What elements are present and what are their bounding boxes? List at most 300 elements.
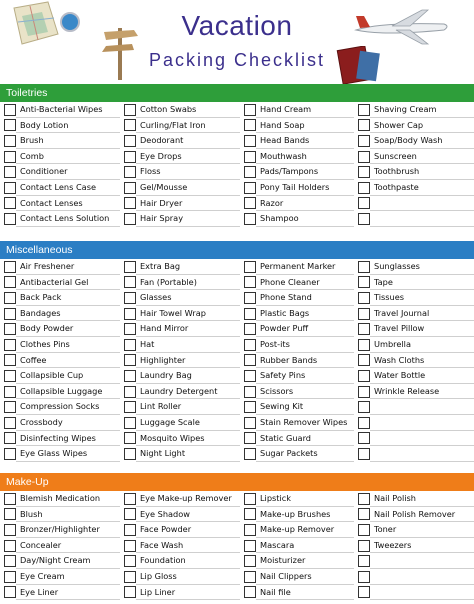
checklist-row bbox=[0, 353, 120, 369]
checklist-row bbox=[0, 164, 120, 180]
checklist-item-label: Hand Soap bbox=[256, 118, 354, 134]
checkbox[interactable] bbox=[4, 261, 16, 273]
checklist-column bbox=[0, 102, 120, 227]
checklist-row bbox=[120, 399, 240, 415]
checklist-item-label: Face Wash bbox=[136, 538, 240, 554]
checkbox[interactable] bbox=[244, 166, 256, 178]
checkbox[interactable] bbox=[244, 432, 256, 444]
checkbox[interactable] bbox=[124, 401, 136, 413]
checklist-item-label: Travel Pillow bbox=[370, 321, 474, 337]
checkbox[interactable] bbox=[4, 135, 16, 147]
section-makeup bbox=[0, 473, 474, 600]
checklist-item-label bbox=[370, 196, 474, 212]
checklist-row bbox=[0, 446, 120, 462]
checklist-item-label: Water Bottle bbox=[370, 368, 474, 384]
checkbox[interactable] bbox=[124, 508, 136, 520]
checklist-row bbox=[240, 446, 354, 462]
checklist-item-label: Sunscreen bbox=[370, 149, 474, 165]
checklist-item-label: Scissors bbox=[256, 384, 354, 400]
checklist-row bbox=[354, 306, 474, 322]
airplane-illustration bbox=[352, 8, 452, 48]
checklist-item-label: Head Bands bbox=[256, 133, 354, 149]
checklist-item-label: Tape bbox=[370, 275, 474, 291]
checkbox[interactable] bbox=[358, 586, 370, 598]
checklist-item-label: Pony Tail Holders bbox=[256, 180, 354, 196]
checklist-row bbox=[120, 337, 240, 353]
checkbox[interactable] bbox=[358, 571, 370, 583]
checklist-row bbox=[120, 446, 240, 462]
checklist-row bbox=[354, 415, 474, 431]
checklist-row bbox=[0, 211, 120, 227]
checkbox[interactable] bbox=[358, 354, 370, 366]
checkbox[interactable] bbox=[358, 292, 370, 304]
checklist-row bbox=[120, 585, 240, 601]
checklist-item-label: Eye Shadow bbox=[136, 507, 240, 523]
checklist-row bbox=[240, 538, 354, 554]
checkbox[interactable] bbox=[4, 401, 16, 413]
checkbox[interactable] bbox=[4, 417, 16, 429]
checkbox[interactable] bbox=[358, 370, 370, 382]
checklist-row bbox=[354, 538, 474, 554]
checklist-row bbox=[120, 290, 240, 306]
checklist-item-label: Back Pack bbox=[16, 290, 120, 306]
checklist-row bbox=[354, 384, 474, 400]
checklist-item-label bbox=[370, 431, 474, 447]
checkbox[interactable] bbox=[4, 197, 16, 209]
checklist-item-label: Clothes Pins bbox=[16, 337, 120, 353]
checkbox[interactable] bbox=[124, 104, 136, 116]
checkbox[interactable] bbox=[4, 448, 16, 460]
checkbox[interactable] bbox=[358, 524, 370, 536]
checklist-item-label: Cotton Swabs bbox=[136, 102, 240, 118]
checkbox[interactable] bbox=[358, 386, 370, 398]
checkbox[interactable] bbox=[124, 197, 136, 209]
checklist-row bbox=[354, 337, 474, 353]
checkbox[interactable] bbox=[124, 448, 136, 460]
checklist-item-label: Eye Drops bbox=[136, 149, 240, 165]
checklist-row bbox=[240, 399, 354, 415]
checklist-row bbox=[120, 196, 240, 212]
checkbox[interactable] bbox=[4, 119, 16, 131]
checklist-row bbox=[0, 368, 120, 384]
checklist-item-label: Antibacterial Gel bbox=[16, 275, 120, 291]
checklist-item-label: Lip Liner bbox=[136, 585, 240, 601]
checkbox[interactable] bbox=[124, 370, 136, 382]
checkbox[interactable] bbox=[4, 540, 16, 552]
checklist-item-label: Toothbrush bbox=[370, 164, 474, 180]
checklist-item-label: Umbrella bbox=[370, 337, 474, 353]
checkbox[interactable] bbox=[4, 524, 16, 536]
checklist-row bbox=[120, 211, 240, 227]
checklist-row bbox=[354, 164, 474, 180]
checklist-row bbox=[0, 306, 120, 322]
miscellaneous-grid bbox=[0, 259, 474, 462]
checkbox[interactable] bbox=[4, 292, 16, 304]
checkbox[interactable] bbox=[244, 197, 256, 209]
checklist-row bbox=[0, 553, 120, 569]
checklist-row bbox=[120, 180, 240, 196]
checkbox[interactable] bbox=[124, 135, 136, 147]
checklist-item-label: Post-its bbox=[256, 337, 354, 353]
checklist-row bbox=[120, 306, 240, 322]
checklist-item-label: Mouthwash bbox=[256, 149, 354, 165]
checkbox[interactable] bbox=[4, 151, 16, 163]
checkbox[interactable] bbox=[244, 276, 256, 288]
checklist-row bbox=[0, 133, 120, 149]
checkbox[interactable] bbox=[244, 508, 256, 520]
checklist-column bbox=[120, 102, 240, 227]
checklist-item-label: Wash Cloths bbox=[370, 353, 474, 369]
checklist-row bbox=[0, 585, 120, 601]
checklist-item-label: Foundation bbox=[136, 553, 240, 569]
checkbox[interactable] bbox=[244, 182, 256, 194]
checkbox[interactable] bbox=[4, 555, 16, 567]
checkbox[interactable] bbox=[124, 261, 136, 273]
checklist-row bbox=[240, 321, 354, 337]
checkbox[interactable] bbox=[358, 493, 370, 505]
checklist-item-label: Shampoo bbox=[256, 211, 354, 227]
checklist-item-label: Plastic Bags bbox=[256, 306, 354, 322]
checkbox[interactable] bbox=[4, 308, 16, 320]
checklist-column bbox=[240, 491, 354, 600]
checklist-item-label: Brush bbox=[16, 133, 120, 149]
checkbox[interactable] bbox=[244, 308, 256, 320]
checklist-row bbox=[0, 415, 120, 431]
checkbox[interactable] bbox=[244, 261, 256, 273]
checklist-row bbox=[354, 569, 474, 585]
checkbox[interactable] bbox=[4, 213, 16, 225]
passport-illustration bbox=[336, 46, 384, 86]
section-header-makeup: Make-Up bbox=[0, 473, 474, 491]
checklist-row bbox=[354, 321, 474, 337]
checklist-item-label: Disinfecting Wipes bbox=[16, 431, 120, 447]
checklist-row bbox=[120, 102, 240, 118]
checkbox[interactable] bbox=[124, 540, 136, 552]
checkbox[interactable] bbox=[244, 493, 256, 505]
checklist-row bbox=[0, 149, 120, 165]
checklist-row bbox=[240, 585, 354, 601]
checkbox[interactable] bbox=[358, 555, 370, 567]
checkbox[interactable] bbox=[124, 417, 136, 429]
checkbox[interactable] bbox=[4, 586, 16, 598]
checklist-item-label: Eye Cream bbox=[16, 569, 120, 585]
checklist-item-label: Bandages bbox=[16, 306, 120, 322]
checkbox[interactable] bbox=[124, 586, 136, 598]
checklist-item-label: Anti-Bacterial Wipes bbox=[16, 102, 120, 118]
checkbox[interactable] bbox=[124, 571, 136, 583]
checkbox[interactable] bbox=[4, 571, 16, 583]
checkbox[interactable] bbox=[244, 339, 256, 351]
checkbox[interactable] bbox=[124, 308, 136, 320]
checklist-item-label: Static Guard bbox=[256, 431, 354, 447]
checklist-row bbox=[240, 353, 354, 369]
checkbox[interactable] bbox=[124, 292, 136, 304]
checkbox[interactable] bbox=[358, 197, 370, 209]
checklist-item-label: Day/Night Cream bbox=[16, 553, 120, 569]
checklist-row bbox=[240, 415, 354, 431]
checklist-row bbox=[0, 491, 120, 507]
checklist-row bbox=[0, 431, 120, 447]
checklist-item-label: Hand Cream bbox=[256, 102, 354, 118]
checklist-row bbox=[240, 368, 354, 384]
checkbox[interactable] bbox=[4, 182, 16, 194]
checklist-row bbox=[0, 118, 120, 134]
checklist-item-label: Laundry Detergent bbox=[136, 384, 240, 400]
checkbox[interactable] bbox=[4, 432, 16, 444]
checklist-item-label bbox=[370, 553, 474, 569]
checklist-row bbox=[120, 118, 240, 134]
checklist-row bbox=[120, 133, 240, 149]
checklist-item-label: Make-up Remover bbox=[256, 522, 354, 538]
checklist-item-label: Eye Make-up Remover bbox=[136, 491, 240, 507]
checkbox[interactable] bbox=[358, 308, 370, 320]
page-title: Vacation bbox=[181, 10, 293, 41]
checklist-row bbox=[120, 491, 240, 507]
checkbox[interactable] bbox=[124, 151, 136, 163]
checklist-item-label: Body Lotion bbox=[16, 118, 120, 134]
checklist-row bbox=[240, 133, 354, 149]
checkbox[interactable] bbox=[4, 339, 16, 351]
checklist-row bbox=[354, 149, 474, 165]
checkbox[interactable] bbox=[244, 417, 256, 429]
checklist-row bbox=[240, 211, 354, 227]
checklist-row bbox=[354, 275, 474, 291]
checkbox[interactable] bbox=[244, 524, 256, 536]
section-miscellaneous bbox=[0, 241, 474, 462]
checkbox[interactable] bbox=[358, 540, 370, 552]
checkbox[interactable] bbox=[4, 166, 16, 178]
checkbox[interactable] bbox=[358, 261, 370, 273]
checklist-row bbox=[120, 164, 240, 180]
checkbox[interactable] bbox=[124, 555, 136, 567]
checkbox[interactable] bbox=[244, 370, 256, 382]
checklist-item-label: Collapsible Luggage bbox=[16, 384, 120, 400]
checkbox[interactable] bbox=[358, 151, 370, 163]
checklist-row bbox=[354, 211, 474, 227]
checklist-item-label: Lip Gloss bbox=[136, 569, 240, 585]
checklist-item-label: Mosquito Wipes bbox=[136, 431, 240, 447]
checklist-row bbox=[354, 102, 474, 118]
checklist-item-label: Luggage Scale bbox=[136, 415, 240, 431]
checklist-row bbox=[120, 149, 240, 165]
checklist-row bbox=[120, 569, 240, 585]
checkbox[interactable] bbox=[4, 508, 16, 520]
checkbox[interactable] bbox=[244, 323, 256, 335]
checkbox[interactable] bbox=[244, 119, 256, 131]
checklist-item-label: Contact Lens Case bbox=[16, 180, 120, 196]
checklist-item-label: Collapsible Cup bbox=[16, 368, 120, 384]
checkbox[interactable] bbox=[244, 104, 256, 116]
checklist-row bbox=[240, 164, 354, 180]
checklist-item-label: Blush bbox=[16, 507, 120, 523]
checkbox[interactable] bbox=[358, 401, 370, 413]
checklist-item-label: Hand Mirror bbox=[136, 321, 240, 337]
checklist-row bbox=[354, 259, 474, 275]
checklist-row bbox=[0, 290, 120, 306]
checklist-row bbox=[120, 522, 240, 538]
checklist-item-label: Shaving Cream bbox=[370, 102, 474, 118]
checkbox[interactable] bbox=[244, 401, 256, 413]
checklist-row bbox=[354, 353, 474, 369]
checklist-item-label: Compression Socks bbox=[16, 399, 120, 415]
checklist-item-label: Laundry Bag bbox=[136, 368, 240, 384]
checkbox[interactable] bbox=[358, 213, 370, 225]
checklist-item-label: Hair Dryer bbox=[136, 196, 240, 212]
checklist-item-label: Nail file bbox=[256, 585, 354, 601]
page-subtitle: Packing Checklist bbox=[148, 50, 326, 70]
checkbox[interactable] bbox=[244, 555, 256, 567]
checklist-item-label bbox=[370, 211, 474, 227]
checkbox[interactable] bbox=[124, 119, 136, 131]
checklist-item-label: Night Light bbox=[136, 446, 240, 462]
checkbox[interactable] bbox=[124, 354, 136, 366]
checkbox[interactable] bbox=[244, 386, 256, 398]
checklist-item-label: Nail Polish Remover bbox=[370, 507, 474, 523]
checklist-row bbox=[120, 275, 240, 291]
checklist-row bbox=[120, 384, 240, 400]
checkbox[interactable] bbox=[124, 432, 136, 444]
checkbox[interactable] bbox=[124, 323, 136, 335]
checklist-item-label: Gel/Mousse bbox=[136, 180, 240, 196]
checklist-column bbox=[354, 491, 474, 600]
checklist-item-label: Fan (Portable) bbox=[136, 275, 240, 291]
checklist-row bbox=[240, 522, 354, 538]
checklist-row bbox=[0, 399, 120, 415]
checklist-row bbox=[354, 431, 474, 447]
checkbox[interactable] bbox=[244, 292, 256, 304]
checklist-column bbox=[354, 259, 474, 462]
checklist-row bbox=[354, 368, 474, 384]
checklist-item-label: Hair Spray bbox=[136, 211, 240, 227]
checklist-row bbox=[0, 275, 120, 291]
checkbox[interactable] bbox=[358, 276, 370, 288]
checkbox[interactable] bbox=[358, 339, 370, 351]
checkbox[interactable] bbox=[358, 182, 370, 194]
checklist-row bbox=[354, 290, 474, 306]
checklist-item-label: Comb bbox=[16, 149, 120, 165]
checklist-item-label: Sugar Packets bbox=[256, 446, 354, 462]
checkbox[interactable] bbox=[4, 323, 16, 335]
checklist-row bbox=[240, 290, 354, 306]
checkbox[interactable] bbox=[244, 151, 256, 163]
checklist-item-label: Rubber Bands bbox=[256, 353, 354, 369]
checklist-item-label: Lipstick bbox=[256, 491, 354, 507]
checkbox[interactable] bbox=[358, 135, 370, 147]
checkbox[interactable] bbox=[124, 493, 136, 505]
checklist-item-label: Eye Glass Wipes bbox=[16, 446, 120, 462]
checklist-row bbox=[240, 384, 354, 400]
checklist-row bbox=[0, 337, 120, 353]
checklist-item-label: Curling/Flat Iron bbox=[136, 118, 240, 134]
checklist-row bbox=[120, 431, 240, 447]
checklist-row bbox=[240, 196, 354, 212]
checklist-item-label: Shower Cap bbox=[370, 118, 474, 134]
checklist-item-label: Highlighter bbox=[136, 353, 240, 369]
checkbox[interactable] bbox=[244, 213, 256, 225]
checklist-row bbox=[354, 491, 474, 507]
checkbox[interactable] bbox=[4, 104, 16, 116]
checkbox[interactable] bbox=[4, 354, 16, 366]
checkbox[interactable] bbox=[4, 493, 16, 505]
checklist-item-label: Phone Stand bbox=[256, 290, 354, 306]
checklist-row bbox=[120, 321, 240, 337]
checklist-row bbox=[0, 196, 120, 212]
checklist-row bbox=[0, 522, 120, 538]
checklist-item-label: Floss bbox=[136, 164, 240, 180]
section-header-toiletries: Toiletries bbox=[0, 84, 474, 102]
checkbox[interactable] bbox=[244, 586, 256, 598]
checklist-item-label: Air Freshener bbox=[16, 259, 120, 275]
checkbox[interactable] bbox=[244, 354, 256, 366]
checklist-row bbox=[120, 507, 240, 523]
checkbox[interactable] bbox=[4, 370, 16, 382]
checklist-item-label: Eye Liner bbox=[16, 585, 120, 601]
checkbox[interactable] bbox=[358, 323, 370, 335]
checkbox[interactable] bbox=[244, 448, 256, 460]
checklist-item-label: Hat bbox=[136, 337, 240, 353]
checkbox[interactable] bbox=[244, 571, 256, 583]
checkbox[interactable] bbox=[124, 339, 136, 351]
makeup-grid bbox=[0, 491, 474, 600]
checklist-item-label: Tissues bbox=[370, 290, 474, 306]
page-header bbox=[0, 0, 474, 84]
checklist-row bbox=[0, 259, 120, 275]
checklist-item-label: Body Powder bbox=[16, 321, 120, 337]
checkbox[interactable] bbox=[124, 213, 136, 225]
checklist-item-label: Deodorant bbox=[136, 133, 240, 149]
checkbox[interactable] bbox=[358, 166, 370, 178]
checklist-item-label: Wrinkle Release bbox=[370, 384, 474, 400]
checklist-item-label: Nail Clippers bbox=[256, 569, 354, 585]
checkbox[interactable] bbox=[4, 386, 16, 398]
checkbox[interactable] bbox=[244, 135, 256, 147]
checklist-row bbox=[120, 415, 240, 431]
checkbox[interactable] bbox=[124, 386, 136, 398]
checkbox[interactable] bbox=[358, 508, 370, 520]
checklist-item-label: Soap/Body Wash bbox=[370, 133, 474, 149]
checkbox[interactable] bbox=[244, 540, 256, 552]
checkbox[interactable] bbox=[4, 276, 16, 288]
checkbox[interactable] bbox=[358, 119, 370, 131]
checkbox[interactable] bbox=[124, 276, 136, 288]
checkbox[interactable] bbox=[358, 448, 370, 460]
checklist-item-label: Bronzer/Highlighter bbox=[16, 522, 120, 538]
toiletries-grid bbox=[0, 102, 474, 227]
checklist-row bbox=[240, 431, 354, 447]
checklist-row bbox=[354, 522, 474, 538]
checklist-column bbox=[240, 259, 354, 462]
checklist-item-label: Coffee bbox=[16, 353, 120, 369]
checklist-row bbox=[354, 585, 474, 601]
checklist-item-label bbox=[370, 399, 474, 415]
checklist-row bbox=[0, 321, 120, 337]
checkbox[interactable] bbox=[358, 432, 370, 444]
checkbox[interactable] bbox=[358, 104, 370, 116]
checklist-row bbox=[0, 384, 120, 400]
checklist-row bbox=[240, 553, 354, 569]
checkbox[interactable] bbox=[124, 524, 136, 536]
checkbox[interactable] bbox=[358, 417, 370, 429]
checkbox[interactable] bbox=[124, 182, 136, 194]
checklist-column bbox=[0, 491, 120, 600]
checklist-item-label: Extra Bag bbox=[136, 259, 240, 275]
checklist-item-label: Toner bbox=[370, 522, 474, 538]
checklist-row bbox=[0, 102, 120, 118]
checklist-row bbox=[240, 259, 354, 275]
checklist-column bbox=[120, 259, 240, 462]
checkbox[interactable] bbox=[124, 166, 136, 178]
checklist-row bbox=[240, 491, 354, 507]
